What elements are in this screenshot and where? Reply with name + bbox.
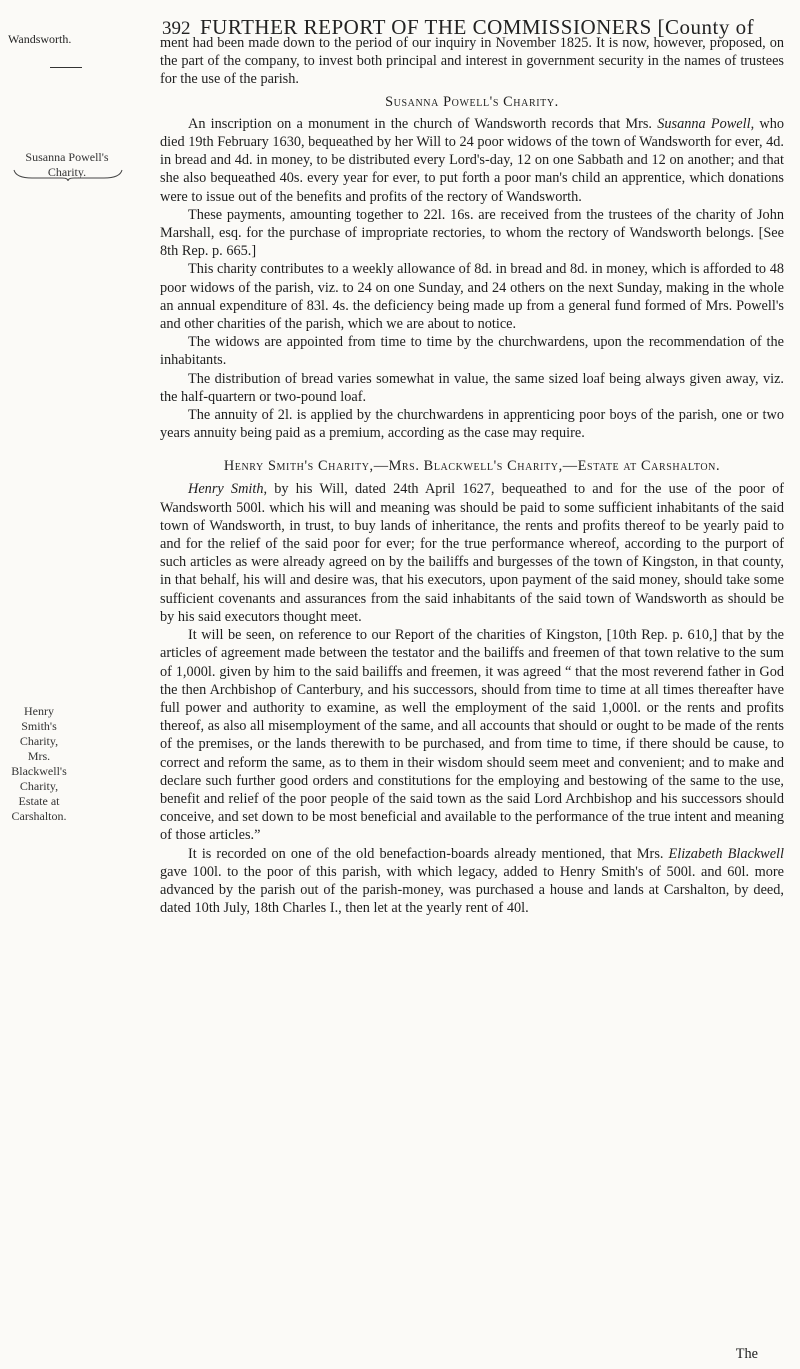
page-number: 392 (162, 18, 191, 39)
margin-note-susanna: Susanna Powell's Charity. (25, 150, 109, 179)
section-heading-henry: Henry Smith's Charity,—Mrs. Blackwell's Charity,—Estate at Carshalton. (223, 458, 721, 475)
paragraph (160, 845, 784, 918)
person-name: Henry Smith (188, 481, 264, 498)
paragraph: The widows are appointed from time to time by the churchwardens, upon the recommendation of the inhabitants. (160, 334, 784, 369)
margin-brace (12, 168, 124, 182)
paragraph (160, 115, 784, 206)
running-head: Wandsworth. (8, 32, 72, 46)
paragraph: This charity contributes to a weekly allowance of 8d. in bread and 8d. in money, which is afforded to 48 poor widows of the parish, viz. to 24 on one Sunday, and 24 others on the next Sunday, making in the whole an annual expenditure of 83l. 4s. the deficiency being made up from a general fund formed of Mrs. Powell's and other charities of the parish, which we are about to notice. (160, 261, 784, 333)
person-name: Susanna Powell (657, 115, 751, 132)
margin-note-henry: Henry Smith's Charity, Mrs. Blackwell's Charity, Estate at Carshalton. (11, 704, 67, 823)
text-run: An inscription on a monument in the church of Wandsworth records that Mrs. (188, 115, 658, 132)
catchword: The (735, 1346, 758, 1362)
paragraph (160, 480, 784, 626)
text-run: , by his Will, dated 24th April 1627, bequeathed to and for the use of the poor of Wandsworth 500l. which his will and meaning was should be paid to some sufficient inhabitants of the said town of Wandsworth, in trust, to buy lands of inheritance, the rents and profits thereof to be yearly paid to and for the relief of the said poor for ever; for the true performance whereof, according to the purport of such articles as were already agreed on by the bailiffs and burgesses of the town of Kingston, in that county, in that behalf, his will and desire was, that his executors, upon payment of the said money, should take some sufficient covenants and assurances from the said inhabitants of the said town of Wandsworth as should be by his said executors thought meet. (160, 481, 785, 625)
text-run: , who died 19th February 1630, bequeathed by her Will to 24 poor widows of the town of Wandsworth for ever, 4d. in bread and 4d. in money, to be distributed every Lord's-day, 12 on one Sabbath and 12 on another; and that she also bequeathed 40s. every year for ever, to put forth a poor man's child an apprentice, which donations were to issue out of the benefits and profits of the rectory of Wandsworth. (160, 115, 784, 205)
margin-rule (50, 67, 82, 68)
document-body (160, 34, 784, 917)
paragraph: The annuity of 2l. is applied by the churchwardens in apprenticing poor boys of the parish, one or two years annuity being paid as a premium, according as the case may require. (160, 407, 784, 442)
paragraph: The distribution of bread varies somewhat in value, the same sized loaf being always given away, viz. the half-quartern or two-pound loaf. (160, 370, 784, 405)
paragraph: It will be seen, on reference to our Report of the charities of Kingston, [10th Rep. p. 610,] that by the articles of agreement made between the testator and the bailiffs and freemen of that town relative to the sum of 1,000l. given by him to the said bailiffs and freemen, it was agreed “ that the most reverend father in God the then Archbishop of Canterbury, and his successors, should from time to time at all times thereafter have full power and authority to examine, as well the employment of the said 1,000l. or the rents and profits thereof, as also all misemployment of the same, and all accounts that should or ought to be made of the rents of the premises, or the lands therewith to be purchased, and from time to time, if there should be cause, to correct and reform the same, as to them in their wisdom should seem meet and convenient; and to make and declare such further good orders and constitutions for the employing and bestowing of the same to the use, benefit and relief of the poor people of the said town as the said Lord Archbishop and his successors should conceive, and set down to be most beneficial and available to the performance of the true intent and meaning of those articles.” (160, 627, 784, 844)
paragraph: These payments, amounting together to 22l. 16s. are received from the trustees of the charity of John Marshall, esq. for the purchase of impropriate rectories, to whom the rectory of Wandsworth belongs. [See 8th Rep. p. 665.] (160, 206, 784, 260)
section-heading-susanna: Susanna Powell's Charity. (385, 93, 559, 110)
paragraph: ment had been made down to the period of our inquiry in November 1825. It is now, however, proposed, on the part of the company, to invest both principal and interest in government security in the names of trustees for the use of the parish. (160, 35, 784, 88)
page-title: FURTHER REPORT OF THE COMMISSIONERS [County of (200, 15, 755, 39)
text-run: gave 100l. to the poor of this parish, with which legacy, added to Henry Smith's of 500l. and 60l. more advanced by the parish out of the parish-money, was purchased a house and lands at Carshalton, by deed, dated 10th July, 18th Charles I., then let at the yearly rent of 40l. (160, 863, 784, 917)
person-name: Elizabeth Blackwell (668, 845, 785, 862)
text-run: It is recorded on one of the old benefaction-boards already mentioned, that Mrs. (188, 845, 669, 862)
